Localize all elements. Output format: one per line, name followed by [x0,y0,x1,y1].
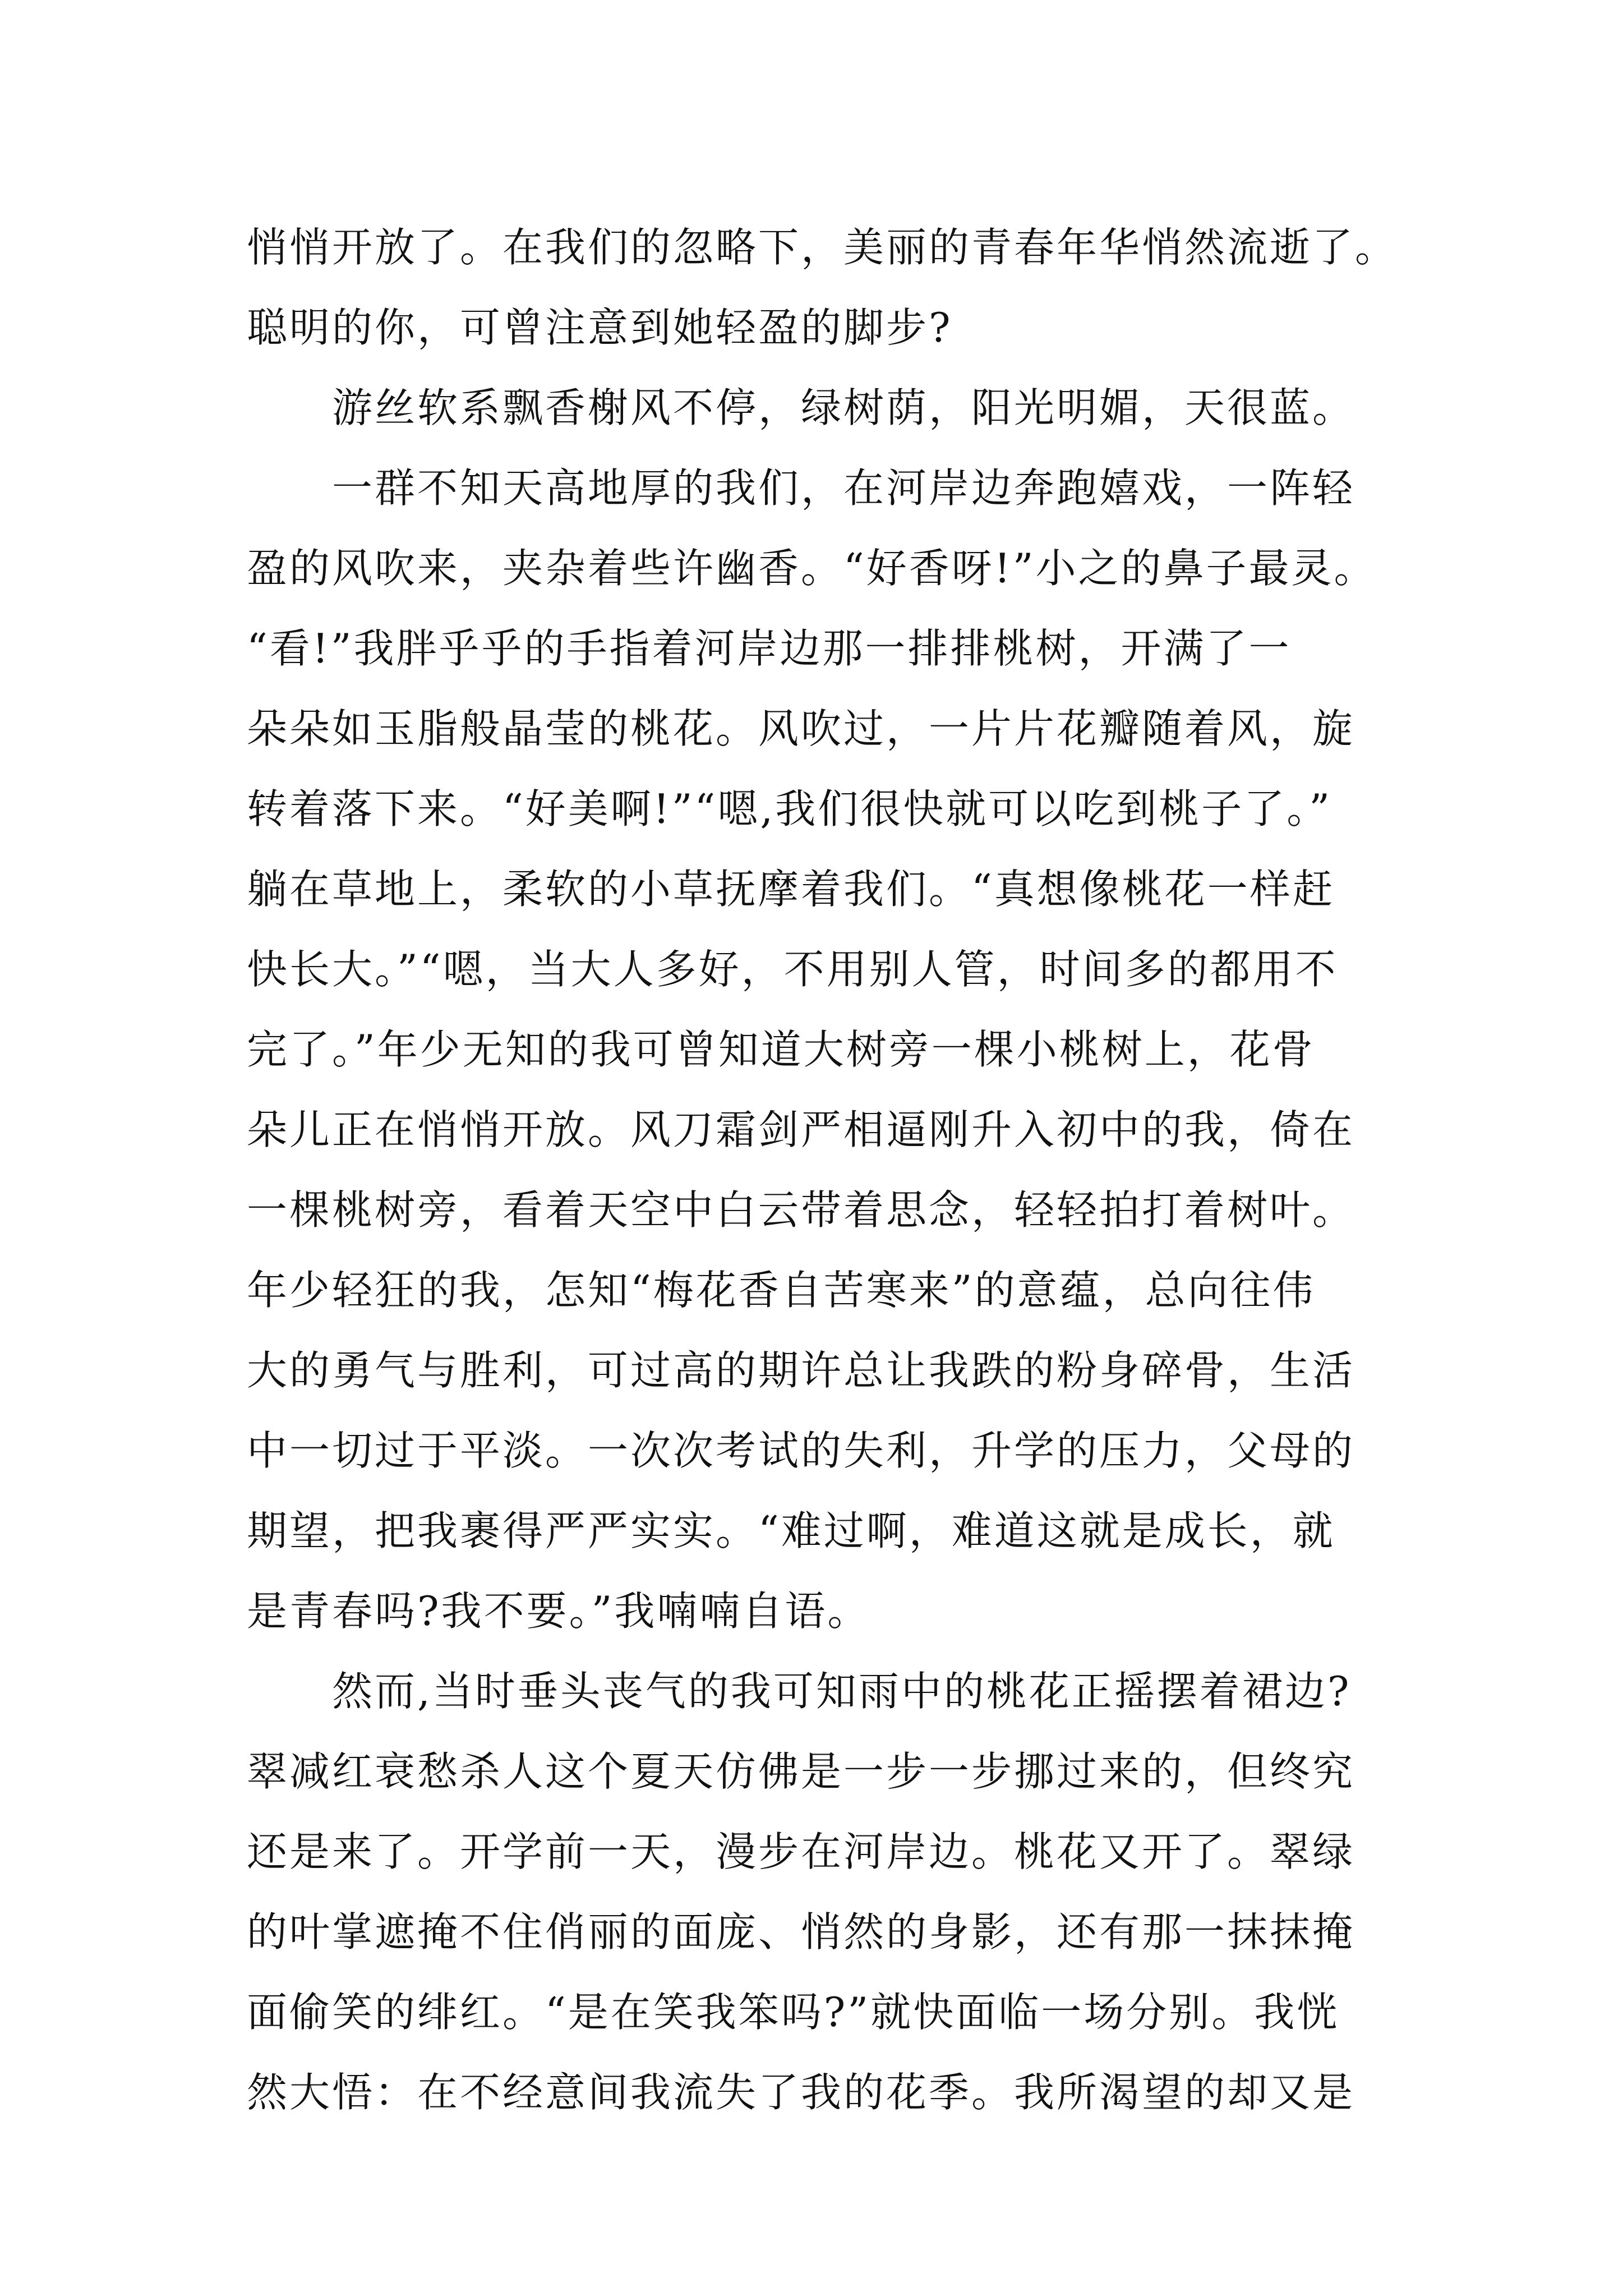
essay-body [247,208,1436,2133]
text-line: 的叶掌遮掩不住俏丽的面庞、悄然的身影，还有那一抹抹掩 [247,1908,1355,1955]
text-line: 然大悟：在不经意间我流失了我的花季。我所渴望的却又是 [247,2069,1355,2116]
text-line: 翠减红衰愁杀人这个夏天仿佛是一步一步挪过来的，但终究 [247,1748,1355,1795]
text-line: 聪明的你，可曾注意到她轻盈的脚步? [247,304,953,351]
text-line: 游丝软系飘香榭风不停，绿树荫，阳光明媚，天很蓝。 [247,384,1355,431]
text-line: 悄悄开放了。在我们的忽略下，美丽的青春年华悄然流逝了。 [247,224,1398,271]
text-line: 一群不知天高地厚的我们，在河岸边奔跑嬉戏，一阵轻 [247,464,1355,512]
text-line: 大的勇气与胜利，可过高的期许总让我跌的粉身碎骨，生活 [247,1347,1355,1394]
text-line: 中一切过于平淡。一次次考试的失利，升学的压力，父母的 [247,1427,1355,1474]
text-line: 朵朵如玉脂般晶莹的桃花。风吹过，一片片花瓣随着风，旋 [247,705,1355,752]
text-line: 年少轻狂的我，怎知“梅花香自苦寒来”的意蕴，总向往伟 [247,1267,1316,1314]
text-line: 还是来了。开学前一天，漫步在河岸边。桃花又开了。翠绿 [247,1828,1355,1875]
text-line: 朵儿正在悄悄开放。风刀霜剑严相逼刚升入初中的我，倚在 [247,1106,1355,1153]
text-line: 快长大。”“嗯，当大人多好，不用别人管，时间多的都用不 [247,946,1338,993]
text-line: 是青春吗?我不要。”我喃喃自语。 [247,1588,870,1635]
text-line: 面偷笑的绯红。“是在笑我笨吗?”就快面临一场分别。我恍 [247,1989,1340,2036]
text-line: “看!”我胖乎乎的手指着河岸边那一排排桃树，开满了一 [247,625,1292,672]
text-line: 盈的风吹来，夹杂着些许幽香。“好香呀!”小之的鼻子最灵。 [247,545,1377,592]
text-line: 转着落下来。“好美啊!”“嗯,我们很快就可以吃到桃子了。” [247,785,1332,832]
text-line: 完了。”年少无知的我可曾知道大树旁一棵小桃树上，花骨 [247,1026,1315,1073]
text-line: 然而,当时垂头丧气的我可知雨中的桃花正摇摆着裙边? [247,1668,1352,1715]
text-line: 期望，把我裹得严严实实。“难过啊，难道这就是成长，就 [247,1507,1335,1554]
text-line: 一棵桃树旁，看着天空中白云带着思念，轻轻拍打着树叶。 [247,1186,1355,1234]
text-line: 躺在草地上，柔软的小草抚摩着我们。“真想像桃花一样赶 [247,866,1335,913]
